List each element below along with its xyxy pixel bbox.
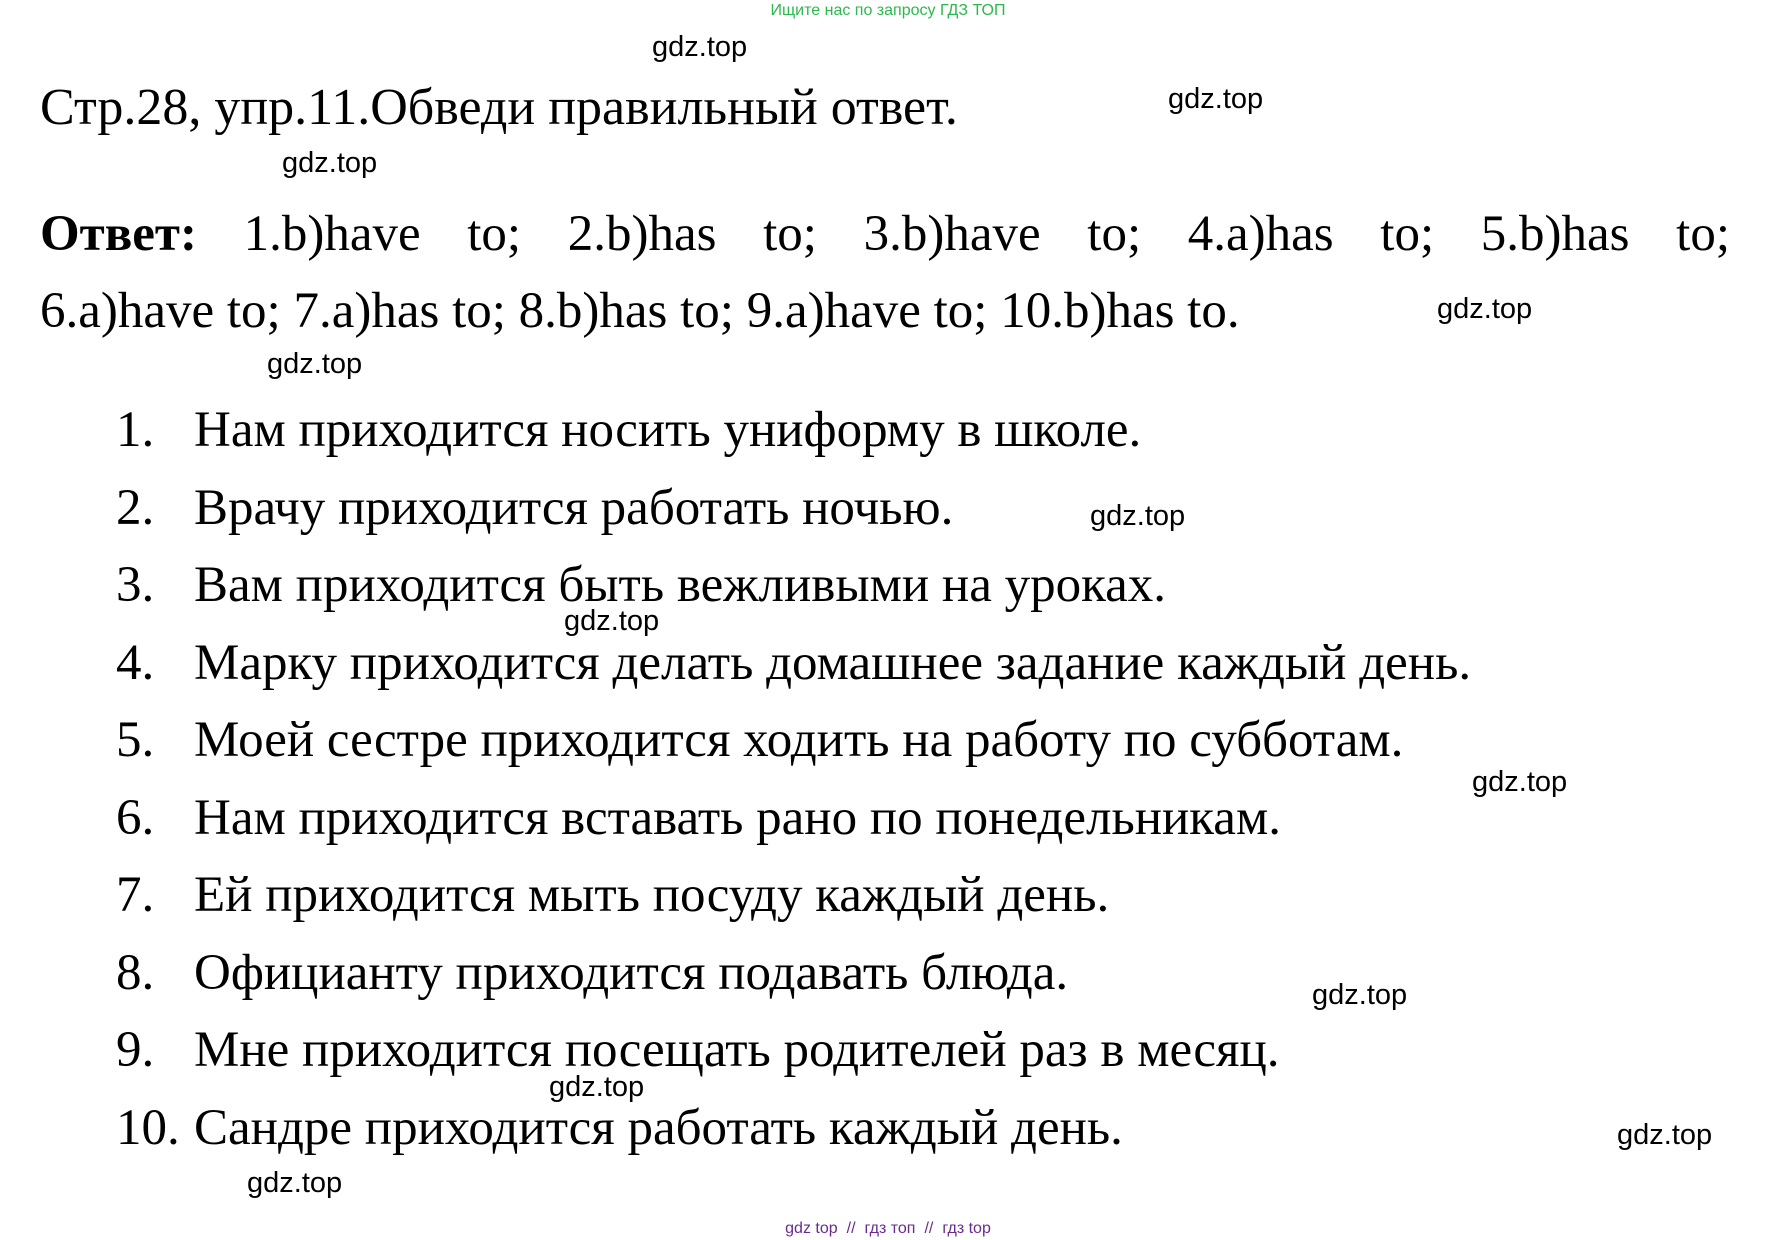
watermark: gdz.top — [282, 147, 378, 179]
watermark: gdz.top — [1312, 979, 1408, 1011]
list-item-text: Мне приходится посещать родителей раз в месяц. — [194, 1022, 1280, 1078]
watermark: gdz.top — [1168, 83, 1264, 115]
list-item-number: 4. — [116, 634, 155, 691]
list-item — [116, 1090, 1471, 1168]
list-item — [116, 392, 1471, 470]
list-item-number: 6. — [116, 789, 155, 846]
footer-link-3: гдз top — [942, 1220, 991, 1237]
footer-link-1: gdz top — [785, 1220, 838, 1237]
list-item-number: 1. — [116, 402, 155, 458]
list-item — [116, 547, 1471, 625]
list-item-number: 5. — [116, 712, 155, 768]
top-banner: Ищите нас по запросу ГДЗ ТОП — [770, 2, 1006, 19]
watermark: gdz.top — [564, 605, 660, 637]
answer-label: Ответ: — [40, 206, 197, 262]
list-item-text: Врачу приходится работать ночью. — [194, 479, 954, 536]
list-item — [116, 470, 1471, 548]
list-item-number: 10. — [116, 1099, 180, 1156]
list-item-number: 9. — [116, 1022, 155, 1078]
list-item-text: Официанту приходится подавать блюда. — [194, 944, 1069, 1001]
watermark: gdz.top — [652, 31, 748, 63]
list-item-number: 2. — [116, 479, 155, 536]
answer-line-1 — [40, 196, 1730, 273]
list-item — [116, 935, 1471, 1013]
watermark: gdz.top — [1617, 1119, 1713, 1151]
list-item — [116, 702, 1471, 780]
list-item — [116, 780, 1471, 858]
list-item-number: 7. — [116, 867, 155, 923]
footer-separator: // — [924, 1220, 934, 1237]
watermark: gdz.top — [1472, 766, 1568, 798]
answer-line-2: 6.a)have to; 7.a)has to; 8.b)has to; 9.a)have to; 10.b)has to. — [40, 283, 1240, 339]
list-item — [116, 857, 1471, 935]
watermark: gdz.top — [247, 1167, 343, 1199]
watermark: gdz.top — [549, 1071, 645, 1103]
answer-block — [40, 196, 1730, 350]
watermark: gdz.top — [1090, 500, 1186, 532]
page-title: Стр.28, упр.11.Обведи правильный ответ. — [40, 79, 958, 136]
list-item-number: 3. — [116, 557, 155, 613]
list-item — [116, 1012, 1471, 1090]
list-item-text: Нам приходится вставать рано по понедельникам. — [194, 789, 1281, 846]
list-item-text: Ей приходится мыть посуду каждый день. — [194, 867, 1110, 923]
list-item-text: Вам приходится быть вежливыми на уроках. — [194, 557, 1166, 613]
list-item-number: 8. — [116, 944, 155, 1001]
footer — [0, 1219, 1776, 1239]
watermark: gdz.top — [267, 348, 363, 380]
list-item-text: Нам приходится носить униформу в школе. — [194, 402, 1142, 458]
list-item-text: Моей сестре приходится ходить на работу по субботам. — [194, 712, 1404, 768]
list-item-text: Марку приходится делать домашнее задание каждый день. — [194, 634, 1472, 691]
footer-link-2: гдз топ — [864, 1220, 916, 1237]
list-item — [116, 625, 1471, 703]
footer-separator: // — [846, 1220, 856, 1237]
list-item-text: Сандре приходится работать каждый день. — [194, 1099, 1123, 1156]
watermark: gdz.top — [1437, 293, 1533, 325]
exercise-list — [116, 392, 1471, 1167]
answer-line-1-text: 1.b)have to; 2.b)has to; 3.b)have to; 4.a)has to; 5.b)has to; — [243, 206, 1730, 262]
